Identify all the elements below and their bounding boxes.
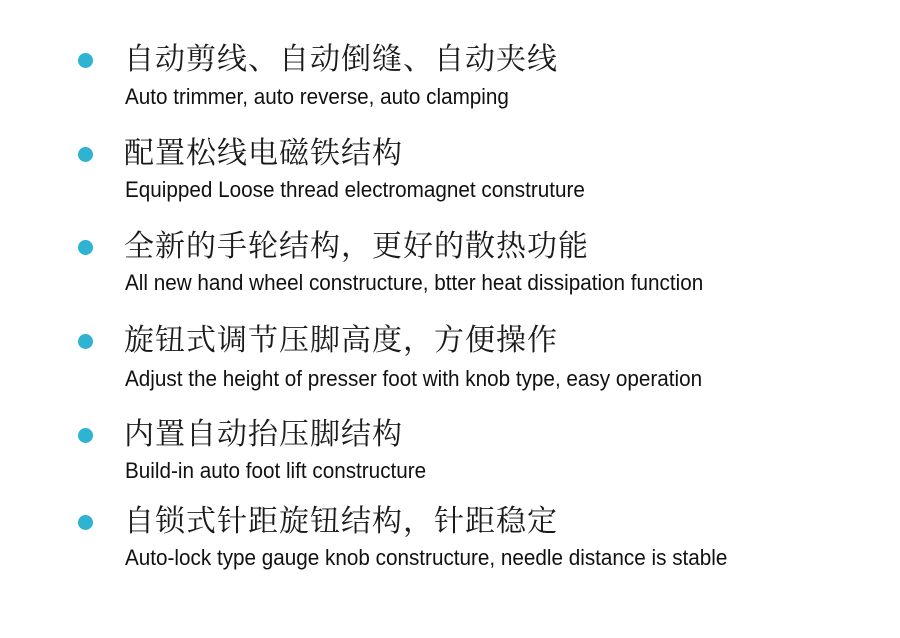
bullet-dot-icon <box>78 53 93 68</box>
feature-title-zh: 配置松线电磁铁结构 <box>124 136 403 171</box>
bullet-dot-icon <box>78 334 93 349</box>
feature-title-zh: 自动剪线、自动倒缝、自动夹线 <box>124 42 558 77</box>
feature-title-zh: 全新的手轮结构，更好的散热功能 <box>124 229 589 264</box>
feature-title-en: Build-in auto foot lift constructure <box>125 458 427 483</box>
bullet-dot-icon <box>78 240 93 255</box>
feature-title-zh: 自锁式针距旋钮结构，针距稳定 <box>124 504 558 539</box>
feature-title-en: All new hand wheel constructure, btter heat dissipation function <box>125 270 704 295</box>
bullet-dot-icon <box>78 515 93 530</box>
feature-title-en: Auto-lock type gauge knob constructure, needle distance is stable <box>125 545 728 570</box>
bullet-dot-icon <box>78 428 93 443</box>
feature-title-en: Adjust the height of presser foot with knob type, easy operation <box>125 366 703 391</box>
feature-title-zh: 旋钮式调节压脚高度，方便操作 <box>124 323 558 358</box>
feature-title-en: Auto trimmer, auto reverse, auto clamping <box>125 84 509 109</box>
feature-title-zh: 内置自动抬压脚结构 <box>124 417 403 452</box>
bullet-dot-icon <box>78 147 93 162</box>
feature-title-en: Equipped Loose thread electromagnet construture <box>125 177 585 202</box>
